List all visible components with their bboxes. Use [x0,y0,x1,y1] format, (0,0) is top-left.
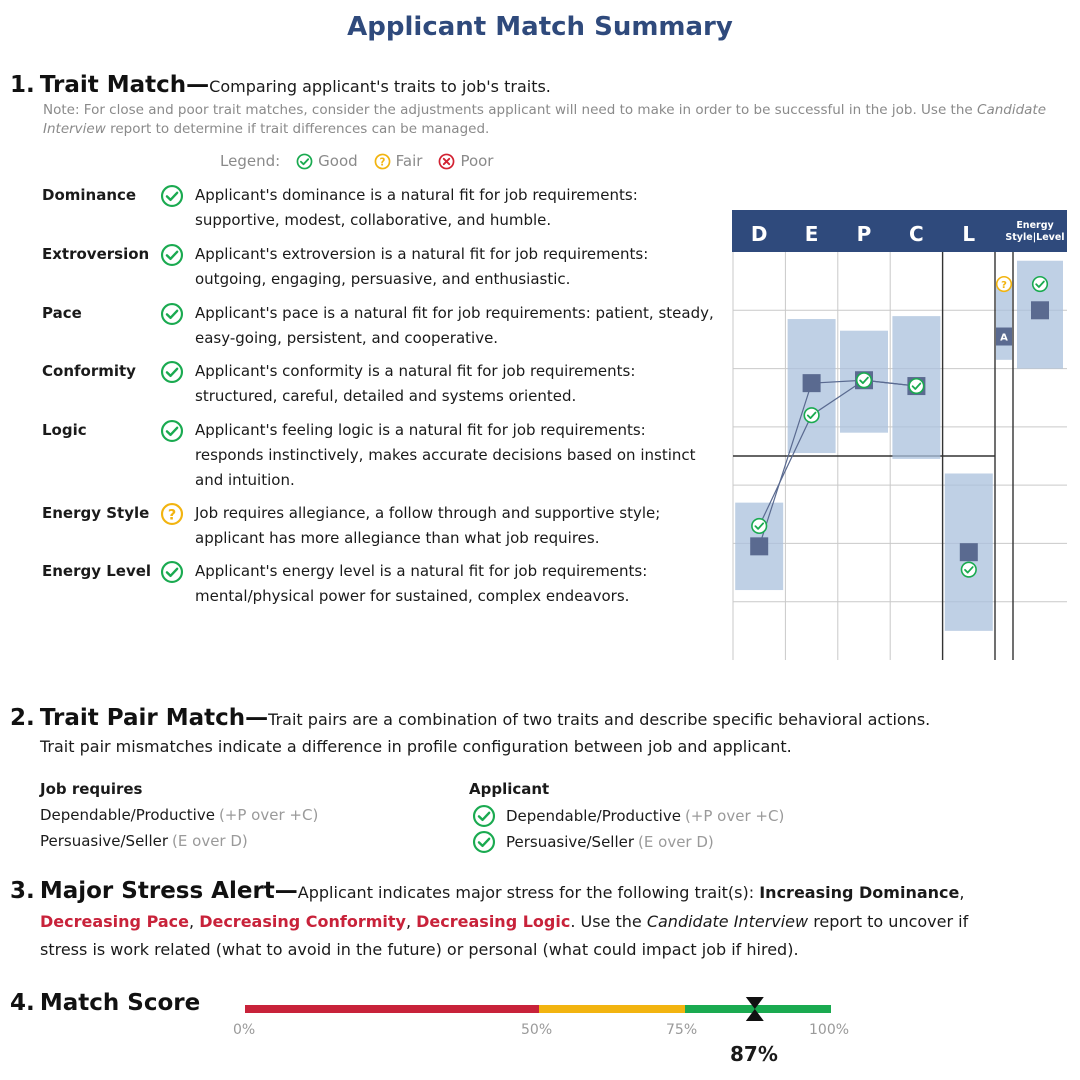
trait-description: Applicant's dominance is a natural fit for job requirements: supportive, modest, collaborative, and humble. [195,186,638,229]
applicant-check-c [909,379,924,394]
chart-job-ranges [735,261,1063,631]
job-marker-e [803,374,821,392]
section-4-title: Match Score [39,990,201,1016]
chart-header-bar [732,210,1067,252]
applicant-pair-row: Dependable/Productive (+P over +C) [472,804,784,828]
section-1-number: 1. [10,72,35,98]
section-2-number: 2. [10,705,35,731]
match-score-bar [240,994,840,1024]
trait-description: Applicant's pace is a natural fit for job requirements: patient, steady, easy-going, persistent, and cooperative. [195,304,714,347]
job-marker-l [960,543,978,561]
score-band-poor [245,1005,539,1013]
section-3-title: Major Stress Alert— [39,878,298,904]
trait-name: Pace [42,304,82,322]
section-4-header [10,990,200,1016]
section-2-subtitle: Trait pairs are a combination of two traits and describe specific behavioral actions. [268,710,931,729]
good-check-icon [472,830,496,854]
scale-label-100: 100% [809,1022,850,1038]
fair-question-icon [374,153,391,170]
energy-style-fair-icon [997,277,1012,292]
job-marker-d [750,537,768,555]
section-2-title: Trait Pair Match— [39,705,269,731]
trait-name: Dominance [42,186,137,204]
stress-trait: Decreasing Logic [416,912,571,931]
applicant-check-d [752,519,767,534]
section-1-title: Trait Match— [39,72,210,98]
section-1-note: Note: For close and poor trait matches, consider the adjustments applicant will need to make in order to be successful in the job. Use the Candidate Interview report to determine if trait differences can be managed. [43,102,1047,137]
check-circle [804,408,819,423]
note-report-name: Candidate Interview [43,102,1047,137]
energy-header-line-2: Style|Level [1005,232,1065,243]
scale-label-75: 75% [666,1022,698,1038]
column-label-e: E [804,222,819,246]
column-label-l: L [962,222,976,246]
applicant-header: Applicant [469,780,550,798]
good-check-icon [160,184,184,208]
section-2-header [10,705,930,731]
poor-x-icon [438,153,455,170]
applicant-check-p [857,373,872,388]
page-title: Applicant Match Summary [347,12,733,42]
column-label-c: C [909,222,924,246]
stress-trait: Decreasing Pace [40,912,190,931]
energy-style-range-bar [996,284,1012,360]
good-check-icon [160,560,184,584]
match-score-value: 87% [730,1042,778,1066]
good-check-icon [160,419,184,443]
fair-question-mark: ? [1001,280,1007,292]
stress-trait: Increasing Dominance [759,883,960,902]
column-label-p: P [856,222,872,246]
stress-trait: Decreasing Conformity [199,912,406,931]
check-circle [909,379,924,394]
trait-name: Conformity [42,362,136,380]
fair-question-icon [160,502,184,526]
trait-description: Applicant's extroversion is a natural fit for job requirements: outgoing, engaging, persuasive, and enthusiastic. [195,245,649,288]
section-3-line-2: Decreasing Pace, Decreasing Conformity, Decreasing Logic. Use the Candidate Interview report to uncover if [40,912,969,931]
trait-description: Applicant's feeling logic is a natural fit for job requirements: responds instinctively, makes accurate decisions based on instinct and intuition. [195,421,696,489]
good-check-icon [160,243,184,267]
job-marker-energy-level [1031,301,1049,319]
section-3-header: 3. Major Stress Alert—Applicant indicates major stress for the following trait(s): Increasing Dominance, [10,878,965,904]
applicant-pair-row: Persuasive/Seller (E over D) [472,830,714,854]
svg-text:?: ? [167,507,177,524]
job-pair-row: Persuasive/Seller (E over D) [40,832,248,850]
applicant-check-e [804,408,819,423]
section-2-line-2: Trait pair mismatches indicate a difference in profile configuration between job and applicant. [40,737,792,756]
trait-name: Extroversion [42,245,150,263]
legend-fair: ? Fair [374,152,423,170]
trait-name: Logic [42,421,87,439]
good-check-icon [160,360,184,384]
trait-name: Energy Style [42,504,150,522]
trait-description: Job requires allegiance, a follow through and supportive style; applicant has more allegiance than what job requires. [195,504,661,547]
legend-good: Good [296,152,358,170]
section-4-number: 4. [10,990,35,1016]
score-band-good [685,1005,831,1013]
job-pair-row: Dependable/Productive (+P over +C) [40,806,319,824]
energy-style-label: A [1000,332,1008,344]
trait-name: Energy Level [42,562,152,580]
section-1-header [10,72,551,98]
job-requires-header: Job requires [40,780,143,798]
check-circle [857,373,872,388]
trait-description: Applicant's conformity is a natural fit for job requirements: structured, careful, detailed and systems oriented. [195,362,636,405]
section-1-subtitle: Comparing applicant's traits to job's traits. [209,77,551,96]
good-check-icon [472,804,496,828]
trait-profile-chart [730,208,1070,663]
legend-poor: Poor [438,152,493,170]
legend [220,152,493,170]
energy-header-line-1: Energy [1016,220,1054,231]
check-circle [962,562,977,577]
score-band-fair [539,1005,685,1013]
section-3-line-3: stress is work related (what to avoid in the future) or personal (what could impact job if hired). [40,940,799,959]
check-circle [752,519,767,534]
section-3-lead: Applicant indicates major stress for the following trait(s): [297,883,760,902]
legend-label: Legend: [220,152,281,170]
column-label-d: D [750,222,768,246]
stress-report-name: Candidate Interview [646,912,809,931]
scale-label-0: 0% [233,1022,256,1038]
good-check-icon [296,153,313,170]
check-circle [1033,277,1048,292]
good-check-icon [160,302,184,326]
scale-label-50: 50% [521,1022,553,1038]
svg-text:?: ? [379,156,386,168]
applicant-check-l [962,562,977,577]
trait-description: Applicant's energy level is a natural fit for job requirements: mental/physical power for sustained, complex endeavors. [195,562,648,605]
applicant-check-energy-level [1033,277,1048,292]
section-3-number: 3. [10,878,35,904]
